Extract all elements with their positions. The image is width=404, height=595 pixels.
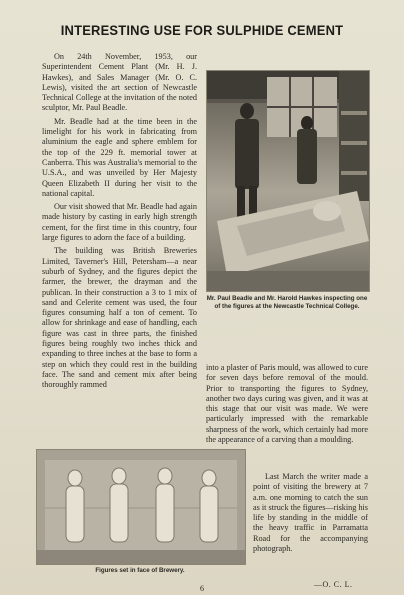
paragraph: The building was British Breweries Limited, Taverner's Hill, Petersham—a near suburb of Sydney, and the figures depict the farmer, the brewer, the drayman and the publican. In their construction a 3 to 1 mix of sand and Celerite cement was used, the four figures consuming half a ton of cement. To allow for shrinkage and ease of handling, each figure was cast in three parts, the finished figures being roughly two inches thick and expanding to three inches at the base to form a step on which they could rest in the building face. The sand and cement mix after being thoroughly rammed (42, 246, 197, 390)
paragraph: On 24th November, 1953, our Superintendent Cement Plant (Mr. H. J. Hawkes), and Sales Manager (Mr. O. C. Lewis), visited the art section of Newcastle Technical College at the invitation of the noted sculptor, Mr. Paul Beadle. (42, 52, 197, 113)
paragraph: into a plaster of Paris mould, was allowed to cure for seven days before removal of the mould. Prior to transporting the figures to Sydney, another two days curing was given, and it was at this stage that our visit was made. We were particularly impressed with the remarkable sharpness of the work, which certainly had more the appearance of a carving than a moulding. (206, 363, 368, 445)
headline: INTERESTING USE FOR SULPHIDE CEMENT (60, 23, 344, 38)
photo-brewery-figures (36, 449, 246, 565)
right-column (206, 363, 368, 448)
page-number: 6 (200, 584, 204, 593)
photo-illustration (207, 71, 369, 291)
photo-caption-top: Mr. Paul Beadle and Mr. Harold Hawkes inspecting one of the figures at the Newcastle Technical College. (206, 295, 368, 310)
left-column (42, 52, 197, 394)
author-signature: —O. C. L. (314, 580, 353, 589)
closing-paragraph (253, 472, 368, 557)
photo-caption-bottom: Figures set in face of Brewery. (95, 567, 185, 574)
paragraph: Last March the writer made a point of visiting the brewery at 7 a.m. one morning to catch the sun as it struck the figures—risking his life by standing in the middle of the heavy traffic in Parramatta Road for the accompanying photograph. (253, 472, 368, 554)
photo-illustration (37, 450, 245, 564)
paragraph: Our visit showed that Mr. Beadle had again made history by casting in early high strength cement, for the first time in this country, four large figures to adorn the face of a building. (42, 202, 197, 243)
paragraph: Mr. Beadle had at the time been in the limelight for his work in fabricating from aluminium the eagle and sphere emblem for the top of the 229 ft. memorial tower at Canberra. This was Australia's memorial to the U.S.A., and was unveiled by Her Majesty Queen Elizabeth II during her visit to the national capital. (42, 116, 197, 198)
photo-sculptors-inspecting-figure (206, 70, 370, 292)
